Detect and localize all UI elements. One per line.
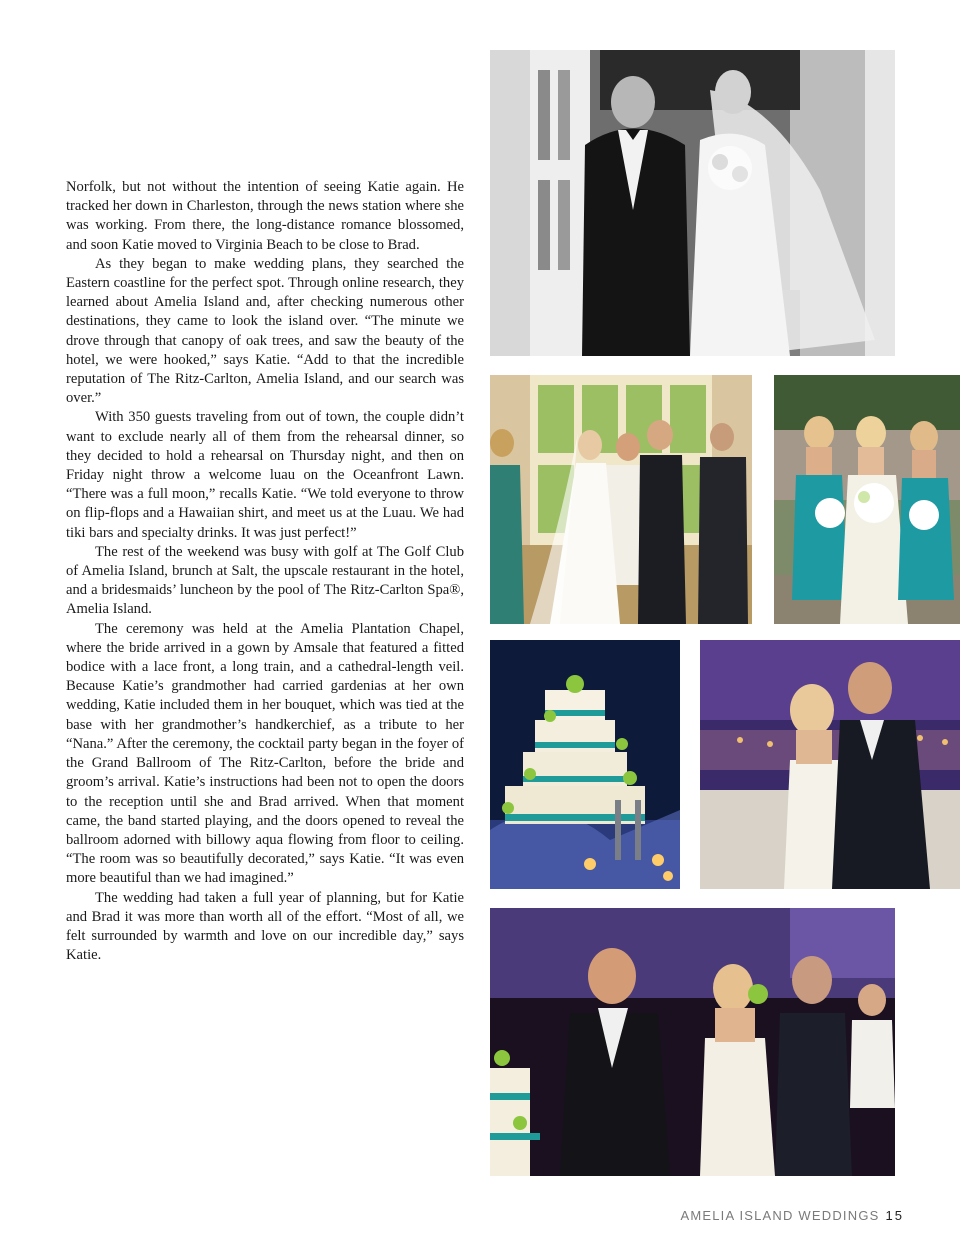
article-paragraph: As they began to make wedding plans, they searched the Eastern coastline for the perfect spot. Through online research, they learned about Amelia Island and, after checking numerous other destinations, they came to look the island over. “The minute we drove through that canopy of oak trees, and saw the beauty of the hotel, we were hooked,” says Katie. “Add to that the incredible reputation of The Ritz-Carlton, Amelia Island, and our search was over.”: [66, 255, 464, 407]
photo-altar-ceremony: [490, 375, 752, 624]
article-paragraph: Norfolk, but not without the intention of seeing Katie again. He tracked her down in Charleston, through the news station where she was working. From there, the long-distance romance blossomed, and soon Katie moved to Virginia Beach to be close to Brad.: [66, 179, 464, 253]
article-paragraph: The wedding had taken a full year of planning, but for Katie and Brad it was more than worth all of the effort. “Most of all, we felt surrounded by warmth and love on our incredible day,” says Katie.: [66, 889, 464, 964]
article-body: [66, 178, 464, 965]
page-number: 15: [885, 1208, 904, 1223]
photo-first-dance: [700, 640, 960, 889]
publication-name: AMELIA ISLAND WEDDINGS: [680, 1208, 880, 1223]
photo-father-escorting-bride: [490, 50, 895, 356]
photo-cake-cutting: [490, 908, 895, 1176]
article-paragraph: With 350 guests traveling from out of town, the couple didn’t want to exclude nearly all of them from the rehearsal dinner, so they decided to hold a rehearsal on Thursday night, and then on Friday night throw a welcome luau on the Oceanfront Lawn. “There was a full moon,” recalls Katie. “We told everyone to throw on flip-flops and a Hawaiian shirt, and meet us at the Luau. We had tiki bars and specialty drinks. It was just perfect!”: [66, 409, 464, 541]
article-paragraph: The ceremony was held at the Amelia Plantation Chapel, where the bride arrived in a gown by Amsale that featured a fitted bodice with a lace front, a long train, and a cathedral-length veil. Because Katie’s grandmother had carried gardenias at her own wedding, Katie included them in her bouquet, which was tied at the base with her grandmother’s handkerchief, as a tribute to her “Nana.” After the ceremony, the cocktail party began in the foyer of the Grand Ballroom of The Ritz-Carlton, before the bride and groom’s arrival. Katie’s instructions had been not to open the doors to the reception until she and Brad arrived. When that moment came, the band started playing, and the doors opened to reveal the ballroom adorned with billowy aqua flowing from floor to ceiling. “The room was so beautifully decorated,” says Katie. “It was even more beautiful than we had imagined.”: [66, 620, 464, 887]
photo-wedding-cake: [490, 640, 680, 889]
page-footer: [680, 1208, 904, 1223]
article-paragraph: The rest of the weekend was busy with golf at The Golf Club of Amelia Island, brunch at Salt, the upscale restaurant in the hotel, and a bridesmaids’ luncheon by the pool of The Ritz-Carlton Spa®, Amelia Island.: [66, 543, 464, 618]
photo-bridesmaids: [774, 375, 960, 624]
